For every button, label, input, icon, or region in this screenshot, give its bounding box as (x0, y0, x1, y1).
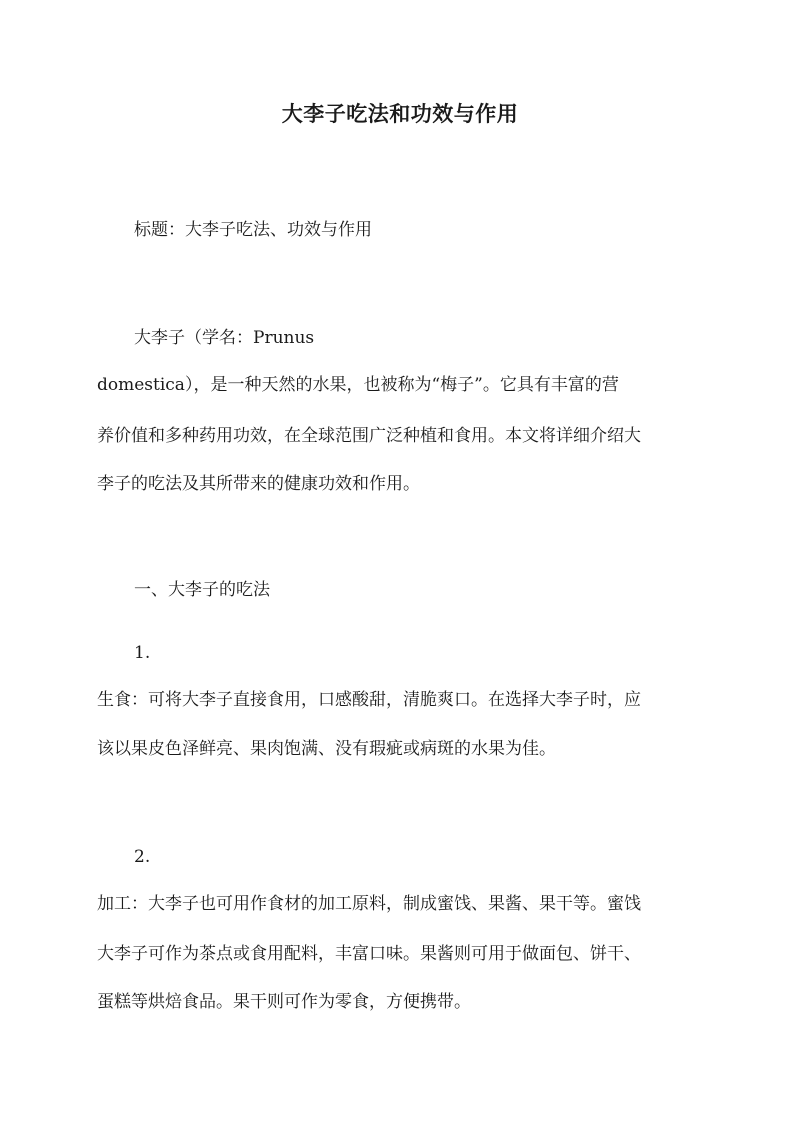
document-title: 大李子吃法和功效与作用 (281, 101, 519, 126)
item-1-line-2: 该以果皮色泽鲜亮、果肉饱满、没有瑕疵或病斑的水果为佳。 (97, 739, 556, 759)
intro-line-4: 李子的吃法及其所带来的健康功效和作用。 (97, 474, 420, 494)
intro-line-3: 养价值和多种药用功效，在全球范围广泛种植和食用。本文将详细介绍大 (97, 426, 641, 446)
subtitle-line: 标题：大李子吃法、功效与作用 (134, 220, 372, 240)
intro-line-1: 大李子（学名：Prunus (134, 328, 315, 348)
item-1-number: 1. (134, 643, 151, 663)
item-2-number: 2. (134, 847, 151, 867)
item-2-line-1: 加工：大李子也可用作食材的加工原料，制成蜜饯、果酱、果干等。蜜饯 (97, 894, 641, 914)
item-2-line-2: 大李子可作为茶点或食用配料，丰富口味。果酱则可用于做面包、饼干、 (97, 944, 641, 964)
section-heading: 一、大李子的吃法 (134, 580, 270, 600)
item-1-line-1: 生食：可将大李子直接食用，口感酸甜，清脆爽口。在选择大李子时，应 (97, 690, 641, 710)
intro-line-2: domestica），是一种天然的水果，也被称为“梅子”。它具有丰富的营 (97, 375, 619, 395)
item-2-line-3: 蛋糕等烘焙食品。果干则可作为零食，方便携带。 (97, 992, 471, 1012)
